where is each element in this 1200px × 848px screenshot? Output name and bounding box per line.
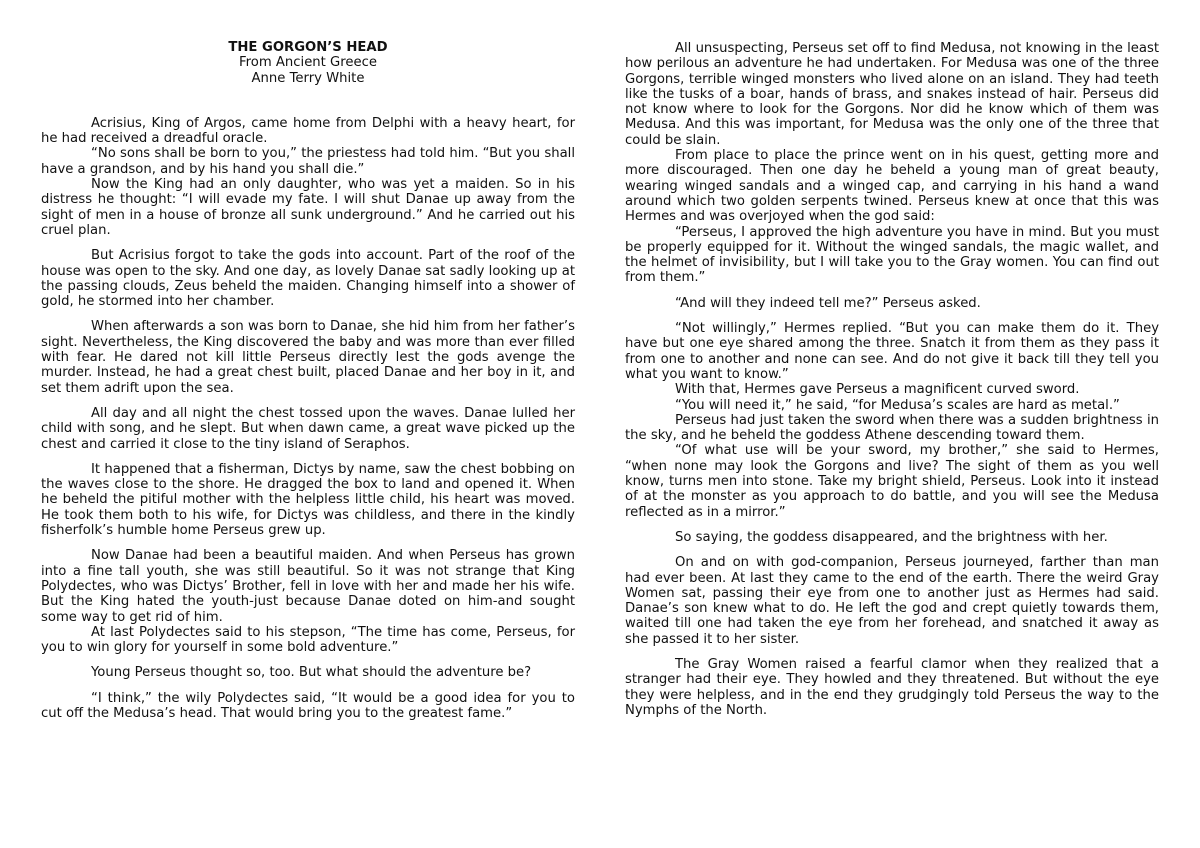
paragraph: It happened that a fisherman, Dictys by name, saw the chest bobbing on the waves close to the shore. He dragged the box to land and opened it. When he beheld the pitiful mother with the helpless little child, his heart was moved. He took them both to his wife, for Dictys was childless, and there in the kindly fisherfolk’s humble home Perseus grew up.: [41, 461, 575, 539]
left-column: [41, 40, 575, 721]
paragraph: With that, Hermes gave Perseus a magnificent curved sword.: [675, 382, 1080, 398]
paragraph: “I think,” the wily Polydectes said, “It would be a good idea for you to cut off the Medusa’s head. That would bring you to the greatest fame.”: [41, 690, 575, 721]
story-title: THE GORGON’S HEAD: [228, 40, 388, 55]
story-author: Anne Terry White: [251, 70, 365, 86]
paragraph: So saying, the goddess disappeared, and the brightness with her.: [675, 529, 1108, 545]
paragraph: But Acrisius forgot to take the gods into account. Part of the roof of the house was open to the sky. And one day, as lovely Danae sat sadly looking up at the passing clouds, Zeus beheld the maiden. Changing himself into a shower of gold, he stormed into her chamber.: [41, 248, 575, 310]
paragraph: At last Polydectes said to his stepson, “The time has come, Perseus, for you to win glory for yourself in some bold adventure.”: [41, 624, 575, 656]
paragraph: Perseus had just taken the sword when there was a sudden brightness in the sky, and he beheld the goddess Athene descending toward them.: [625, 412, 1159, 444]
right-column: [625, 41, 1159, 718]
paragraph: “And will they indeed tell me?” Perseus asked.: [675, 295, 981, 311]
paragraph: The Gray Women raised a fearful clamor when they realized that a stranger had their eye. They howled and they threatened. But without the eye they were helpless, and in the end they grudgingly told Perseus the way to the Nymphs of the North.: [625, 656, 1159, 718]
paragraph: “No sons shall be born to you,” the priestess had told him. “But you shall have a grandson, and by his hand you shall die.”: [41, 146, 575, 177]
paragraph: “Perseus, I approved the high adventure you have in mind. But you must be properly equipped for it. Without the winged sandals, the magic wallet, and the helmet of invisibility, but I will take you to the Gray women. You can find out from them.”: [625, 224, 1159, 286]
paragraph: When afterwards a son was born to Danae, she hid him from her father’s sight. Nevertheless, the King discovered the baby and was more than ever filled with fear. He dared not kill little Perseus directly lest the gods avenge the murder. Instead, he had a great chest built, placed Danae and her boy in it, and set them adrift upon the sea.: [41, 319, 575, 396]
paragraph: “You will need it,” he said, “for Medusa’s scales are hard as metal.”: [675, 397, 1120, 413]
paragraph: All day and all night the chest tossed upon the waves. Danae lulled her child with song, and he slept. But when dawn came, a great wave picked up the chest and carried it close to the tiny island of Seraphos.: [41, 405, 575, 452]
paragraph: “Not willingly,” Hermes replied. “But you can make them do it. They have but one eye shared among the three. Snatch it from them as they pass it from one to another and none can see. And do not give it back till they tell you what you want to know.”: [625, 321, 1159, 382]
story-header: [41, 40, 575, 86]
paragraph: Young Perseus thought so, too. But what should the adventure be?: [91, 665, 532, 681]
paragraph: From place to place the prince went on in his quest, getting more and more discouraged. Then one day he beheld a young man of great beauty, wearing winged sandals and a winged cap, and carrying in his hand a wand around which two golden serpents twined. Perseus knew at once that this was Hermes and was overjoyed when the god said:: [625, 148, 1159, 225]
paragraph: Now the King had an only daughter, who was yet a maiden. So in his distress he thought: “I will evade my fate. I will shut Danae up away from the sight of men in a house of bronze all sunk underground.” And he carried out his cruel plan.: [41, 177, 575, 238]
story-subtitle: From Ancient Greece: [239, 55, 377, 71]
paragraph: “Of what use will be your sword, my brother,” she said to Hermes, “when none may look the Gorgons and live? The sight of them as you well know, turns men into stone. Take my bright shield, Perseus. Look into it instead of at the monster as you approach to do battle, and you will see the Medusa reflected as in a mirror.”: [625, 443, 1159, 520]
paragraph: Acrisius, King of Argos, came home from Delphi with a heavy heart, for he had received a dreadful oracle.: [41, 115, 575, 147]
paragraph: Now Danae had been a beautiful maiden. And when Perseus has grown into a fine tall youth, she was still beautiful. So it was not strange that King Polydectes, who was Dictys’ Brother, fell in love with her and made her his wife. But the King hated the youth-just because Danae doted on him-and sought some way to get rid of him.: [41, 548, 575, 625]
paragraph: All unsuspecting, Perseus set off to find Medusa, not knowing in the least how perilous an adventure he had undertaken. For Medusa was one of the three Gorgons, terrible winged monsters who lived alone on an island. They had teeth like the tusks of a boar, hands of brass, and snakes instead of hair. Perseus did not know where to look for the Gorgons. Nor did he know which of them was Medusa. And this was important, for Medusa was the only one of the three that could be slain.: [625, 41, 1159, 148]
paragraph: On and on with god-companion, Perseus journeyed, farther than man had ever been. At last they came to the end of the earth. There the weird Gray Women sat, passing their eye from one to another just as Hermes had said. Danae’s son knew what to do. He left the god and crept quietly towards them, waited till one had taken the eye from her forehead, and snatched it away as she passed it to her sister.: [625, 555, 1159, 647]
